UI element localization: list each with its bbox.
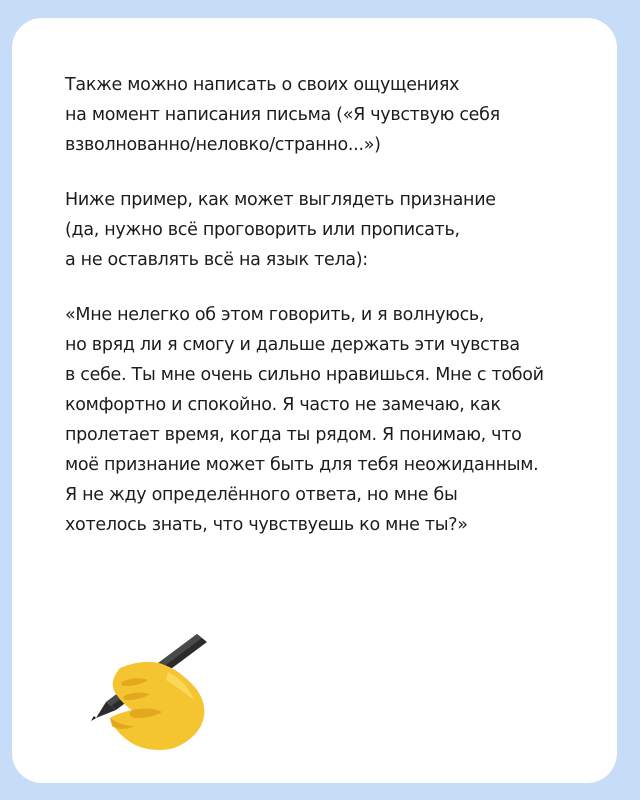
text-line: а не оставлять всё на язык тела): (65, 250, 368, 270)
hand-shape (110, 662, 204, 750)
writing-hand-icon (50, 622, 220, 752)
text-line: пролетает время, когда ты рядом. Я понимаю, что (65, 425, 522, 445)
text-line: но вряд ли я смогу и дальше держать эти чувства (65, 335, 520, 355)
text-line: Ниже пример, как может выглядеть признание (65, 190, 496, 210)
text-line: Я не жду определённого ответа, но мне бы (65, 485, 458, 505)
text-line: (да, нужно всё проговорить или прописать, (65, 220, 460, 240)
text-line: «Мне нелегко об этом говорить, и я волнуюсь, (65, 305, 485, 325)
text-line: на момент написания письма («Я чувствую себя (65, 105, 500, 125)
paragraph-example-intro (65, 185, 605, 275)
text-line: моё признание может быть для тебя неожиданным. (65, 455, 539, 475)
text-line: взволнованно/неловко/странно...») (65, 135, 381, 155)
text-line: Также можно написать о своих ощущениях (65, 75, 460, 95)
text-line: в себе. Ты мне очень сильно нравишься. Мне с тобой (65, 365, 544, 385)
paragraph-feelings (65, 70, 605, 160)
text-line: комфортно и спокойно. Я часто не замечаю, как (65, 395, 501, 415)
paragraph-confession-quote (65, 300, 605, 540)
text-line: хотелось знать, что чувствуешь ко мне ты?» (65, 515, 468, 535)
